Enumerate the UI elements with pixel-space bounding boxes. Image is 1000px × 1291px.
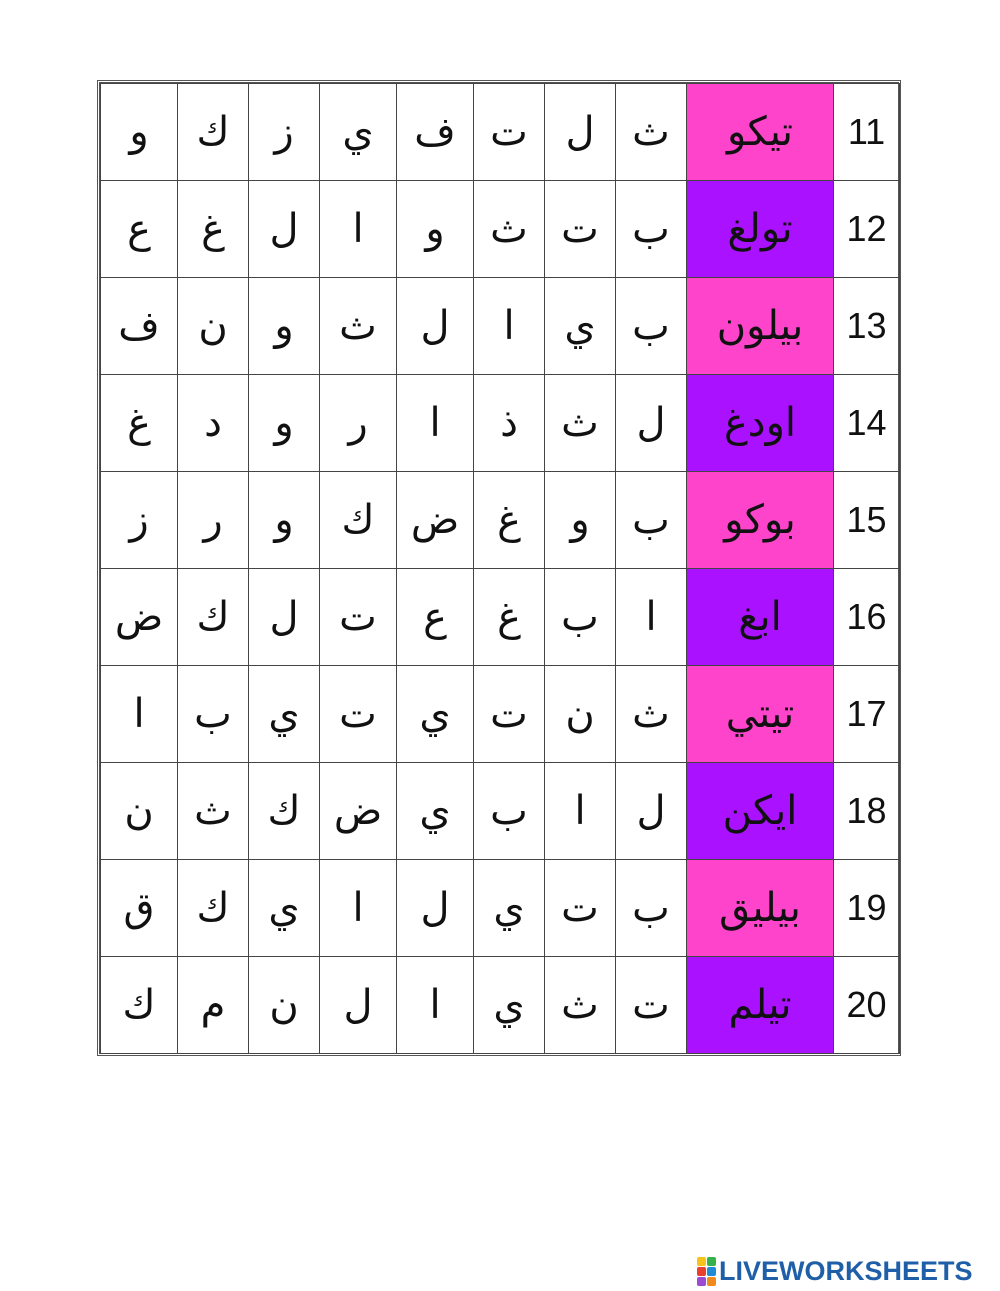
letter-cell: ل — [249, 181, 320, 278]
row-number-cell: 18 — [834, 763, 900, 860]
grid-row — [101, 472, 900, 569]
target-word-cell: بيليق — [687, 860, 834, 957]
letter-cell: و — [397, 181, 474, 278]
letter-cell: د — [178, 375, 249, 472]
letter-cell: ت — [320, 666, 397, 763]
target-word-cell: ايكن — [687, 763, 834, 860]
letter-cell: غ — [101, 375, 178, 472]
letter-cell: ا — [545, 763, 616, 860]
target-word-cell: تيلم — [687, 957, 834, 1054]
letter-cell: ا — [320, 860, 397, 957]
grid-row — [101, 860, 900, 957]
letter-cell: ت — [616, 957, 687, 1054]
letter-cell: ق — [101, 860, 178, 957]
word-search-sheet — [97, 80, 901, 1056]
letter-cell: ب — [545, 569, 616, 666]
row-number-cell: 12 — [834, 181, 900, 278]
letter-cell: غ — [474, 569, 545, 666]
liveworksheets-logo-icon — [697, 1257, 716, 1286]
letter-cell: ل — [616, 375, 687, 472]
logo-square — [707, 1277, 716, 1286]
letter-cell: ت — [474, 84, 545, 181]
row-number-cell: 14 — [834, 375, 900, 472]
letter-cell: ز — [249, 84, 320, 181]
letter-cell: ك — [320, 472, 397, 569]
logo-square — [697, 1257, 706, 1266]
letter-cell: و — [249, 375, 320, 472]
letter-cell: ا — [397, 375, 474, 472]
letter-cell: ي — [320, 84, 397, 181]
letter-cell: ت — [545, 181, 616, 278]
row-number-cell: 19 — [834, 860, 900, 957]
target-word-cell: اودغ — [687, 375, 834, 472]
target-word-cell: بيلون — [687, 278, 834, 375]
letter-cell: و — [101, 84, 178, 181]
letter-cell: ب — [616, 472, 687, 569]
letter-cell: ا — [101, 666, 178, 763]
letter-cell: ل — [616, 763, 687, 860]
grid-row — [101, 181, 900, 278]
letter-cell: ث — [474, 181, 545, 278]
letter-cell: م — [178, 957, 249, 1054]
letter-cell: ت — [545, 860, 616, 957]
grid-body — [101, 84, 900, 1054]
liveworksheets-logo — [697, 1256, 973, 1286]
letter-cell: غ — [178, 181, 249, 278]
letter-cell: ل — [397, 278, 474, 375]
target-word-cell: بوكو — [687, 472, 834, 569]
row-number-cell: 16 — [834, 569, 900, 666]
letter-cell: ا — [616, 569, 687, 666]
letter-cell: و — [249, 278, 320, 375]
letter-cell: ا — [320, 181, 397, 278]
letter-cell: ض — [397, 472, 474, 569]
grid-row — [101, 278, 900, 375]
letter-cell: ت — [474, 666, 545, 763]
letter-cell: ث — [545, 957, 616, 1054]
letter-cell: ك — [178, 84, 249, 181]
letter-cell: ث — [616, 84, 687, 181]
target-word-cell: ابغ — [687, 569, 834, 666]
letter-cell: ك — [101, 957, 178, 1054]
letter-cell: ث — [320, 278, 397, 375]
letter-cell: و — [249, 472, 320, 569]
letter-cell: ب — [474, 763, 545, 860]
logo-square — [697, 1277, 706, 1286]
target-word-cell: تيكو — [687, 84, 834, 181]
letter-cell: ك — [178, 569, 249, 666]
letter-cell: ر — [320, 375, 397, 472]
letter-cell: ض — [320, 763, 397, 860]
letter-cell: ا — [397, 957, 474, 1054]
letter-cell: ي — [397, 763, 474, 860]
letter-cell: غ — [474, 472, 545, 569]
row-number-cell: 13 — [834, 278, 900, 375]
row-number-cell: 11 — [834, 84, 900, 181]
letter-cell: ف — [397, 84, 474, 181]
row-number-cell: 17 — [834, 666, 900, 763]
target-word-cell: تولغ — [687, 181, 834, 278]
letter-cell: ز — [101, 472, 178, 569]
letter-cell: ل — [320, 957, 397, 1054]
letter-cell: ي — [249, 860, 320, 957]
letter-cell: ي — [249, 666, 320, 763]
logo-square — [707, 1267, 716, 1276]
letter-cell: ب — [616, 860, 687, 957]
letter-cell: ي — [397, 666, 474, 763]
letter-cell: ل — [249, 569, 320, 666]
grid-row — [101, 569, 900, 666]
logo-square — [697, 1267, 706, 1276]
letter-cell: ن — [101, 763, 178, 860]
letter-cell: ث — [616, 666, 687, 763]
letter-cell: ض — [101, 569, 178, 666]
grid-row — [101, 957, 900, 1054]
letter-cell: ث — [545, 375, 616, 472]
row-number-cell: 15 — [834, 472, 900, 569]
letter-cell: ر — [178, 472, 249, 569]
grid-row — [101, 666, 900, 763]
grid-row — [101, 84, 900, 181]
letter-cell: ذ — [474, 375, 545, 472]
grid-row — [101, 375, 900, 472]
letter-cell: ت — [320, 569, 397, 666]
letter-cell: ن — [545, 666, 616, 763]
letter-cell: ن — [249, 957, 320, 1054]
logo-text: LIVEWORKSHEETS — [719, 1255, 973, 1286]
grid-row — [101, 763, 900, 860]
row-number-cell: 20 — [834, 957, 900, 1054]
letter-cell: ي — [474, 860, 545, 957]
letter-cell: ب — [616, 181, 687, 278]
letter-cell: ل — [397, 860, 474, 957]
letter-cell: ف — [101, 278, 178, 375]
letter-cell: ي — [545, 278, 616, 375]
letter-cell: ك — [249, 763, 320, 860]
letter-cell: ي — [474, 957, 545, 1054]
letter-grid-table — [100, 83, 900, 1054]
letter-cell: ن — [178, 278, 249, 375]
letter-cell: ع — [397, 569, 474, 666]
letter-cell: ل — [545, 84, 616, 181]
logo-square — [707, 1257, 716, 1266]
letter-cell: ب — [616, 278, 687, 375]
letter-cell: و — [545, 472, 616, 569]
letter-cell: ب — [178, 666, 249, 763]
letter-cell: ك — [178, 860, 249, 957]
letter-cell: ا — [474, 278, 545, 375]
letter-cell: ع — [101, 181, 178, 278]
target-word-cell: تيتي — [687, 666, 834, 763]
letter-cell: ث — [178, 763, 249, 860]
